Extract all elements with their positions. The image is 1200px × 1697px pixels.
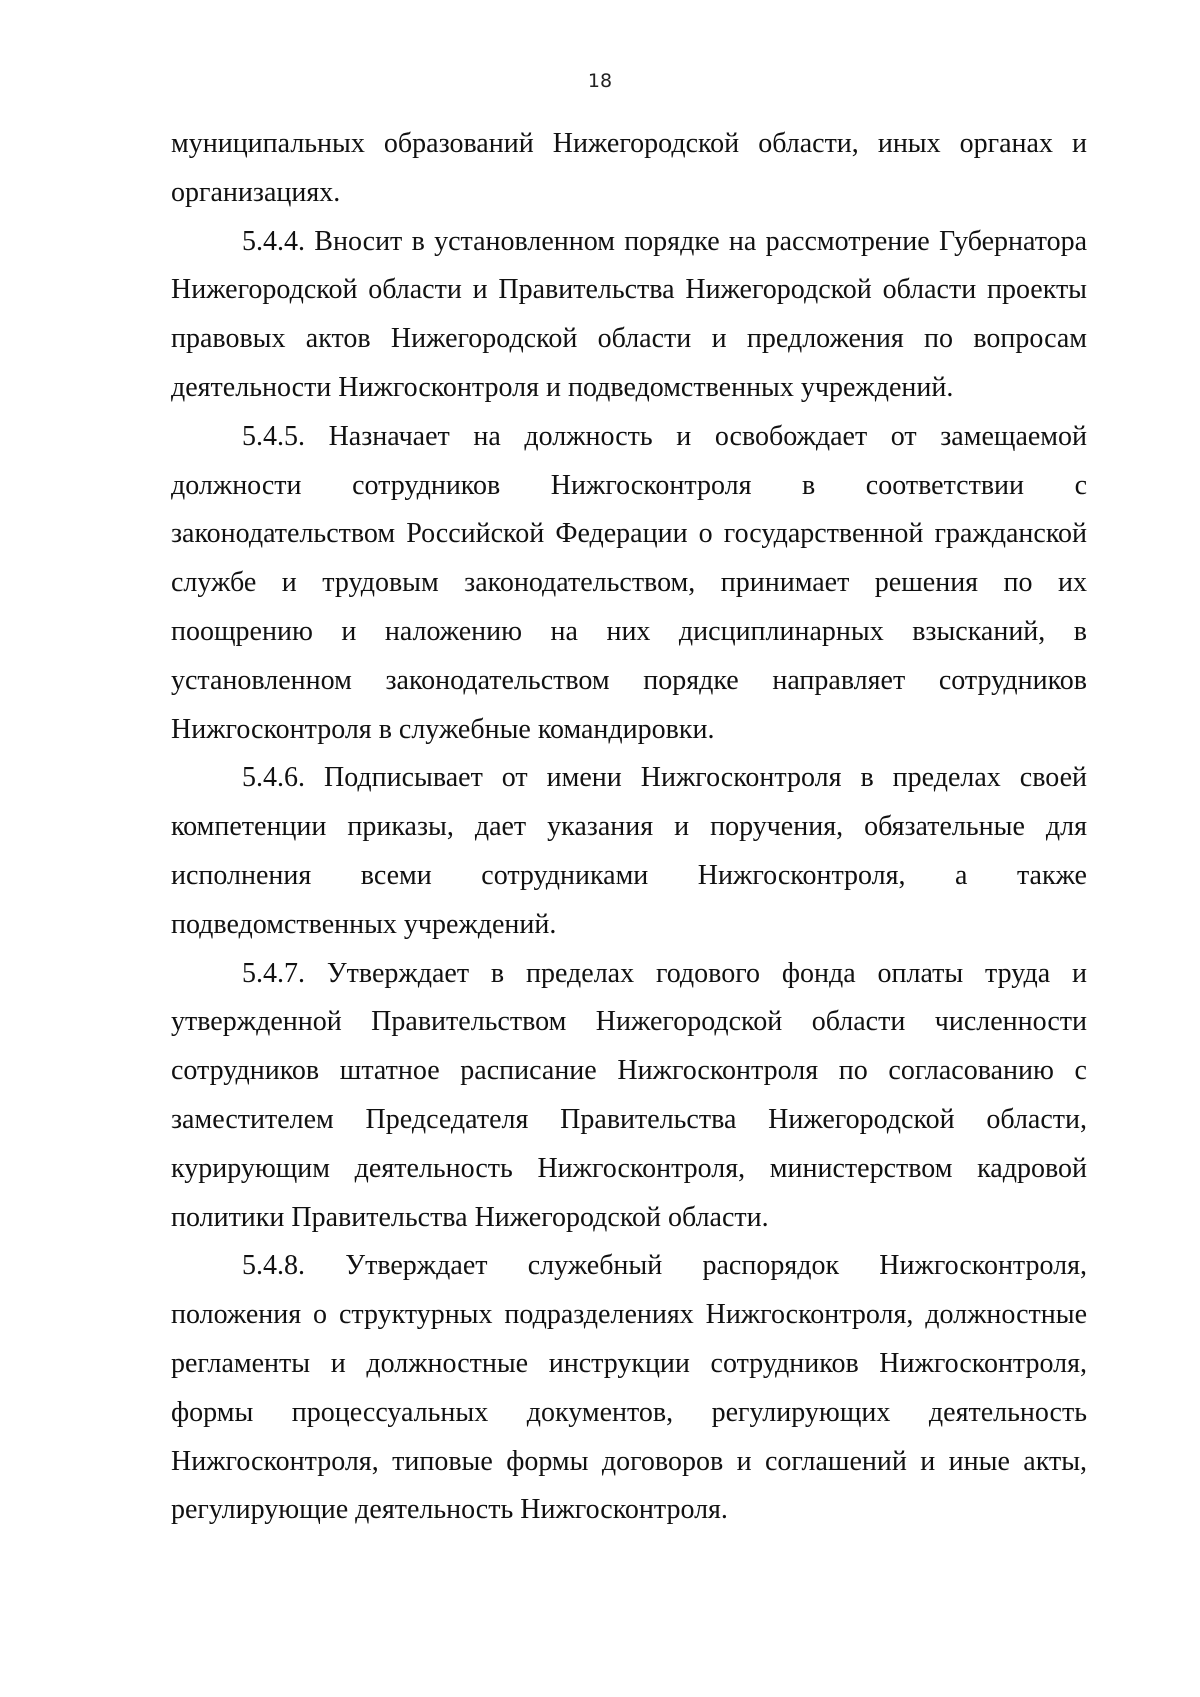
document-body [171, 120, 1087, 1535]
page-number: 18 [587, 70, 613, 92]
paragraph-5-4-6: 5.4.6. Подписывает от имени Нижгосконтроля в пределах своей компетенции приказы, дает указания и поручения, обязательные для исполнения всеми сотрудниками Нижгосконтроля, а также подведомственных учреждений. [171, 762, 1087, 940]
paragraph-5-4-4: 5.4.4. Вносит в установленном порядке на рассмотрение Губернатора Нижегородской области и Правительства Нижегородской области проекты правовых актов Нижегородской области и предложения по вопросам деятельности Нижгосконтроля и подведомственных учреждений. [171, 225, 1087, 403]
paragraph-5-4-8: 5.4.8. Утверждает служебный распорядок Нижгосконтроля, положения о структурных подразделениях Нижгосконтроля, должностные регламенты и должностные инструкции сотрудников Нижгосконтроля, формы процессуальных документов, регулирующих деятельность Нижгосконтроля, типовые формы договоров и соглашений и иные акты, регулирующие деятельность Нижгосконтроля. [171, 1250, 1087, 1526]
paragraph-continuation: муниципальных образований Нижегородской области, иных органах и организациях. [171, 128, 1087, 208]
paragraph-5-4-7: 5.4.7. Утверждает в пределах годового фонда оплаты труда и утвержденной Правительством Нижегородской области численности сотрудников штатное расписание Нижгосконтроля по согласованию с заместителем Председателя Правительства Нижегородской области, курирующим деятельность Нижгосконтроля, министерством кадровой политики Правительства Нижегородской области. [171, 957, 1087, 1233]
paragraph-5-4-5: 5.4.5. Назначает на должность и освобождает от замещаемой должности сотрудников Нижгосконтроля в соответствии с законодательством Российской Федерации о государственной гражданской службе и трудовым законодательством, принимает решения по их поощрению и наложению на них дисциплинарных взысканий, в установленном законодательством порядке направляет сотрудников Нижгосконтроля в служебные командировки. [171, 420, 1087, 745]
